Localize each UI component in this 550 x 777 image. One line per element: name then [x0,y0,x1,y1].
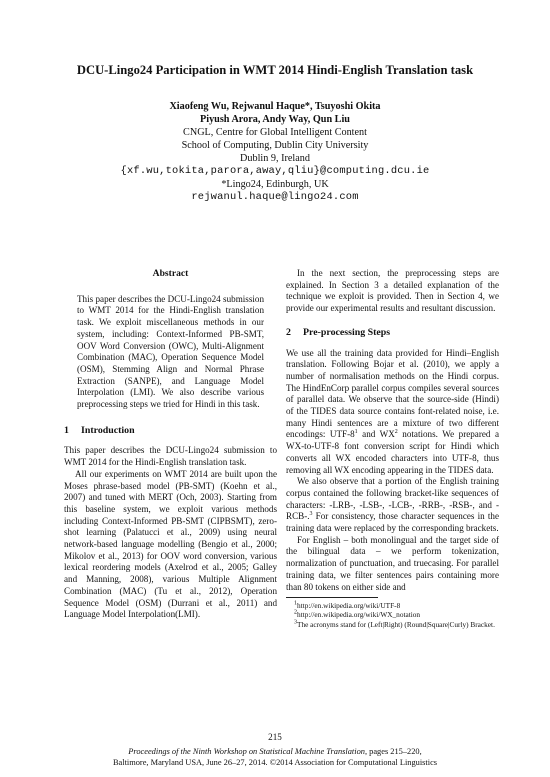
footnote-1: $^1$http://en.wikipedia.org/wiki/UTF-8 [294,600,401,611]
preprocessing-paragraph-1: We use all the training data provided for Hindi–English translation. Following Bojar et al. (2010), we apply a number of normalisation methods on the Hindi corpus. The HindEnCorp parallel corpus compiles several sources of parallel data. We observe that the source-side (Hindi) of the TIDES data source contains font-related noise, i.e. many Hindi sentences are a mixture of two different encodings: UTF-$8^1$ and $WX^2$ notations. We prepared a WX-to-UTF-8 font conversion script for Hindi which converts all WX encoded characters into UTF-8, thus removing all WX encoding appearing in the TIDES data. [286,347,499,475]
proceedings-footer [0,747,550,768]
right-column [286,268,499,629]
paper-title: DCU-Lingo24 Participation in WMT 2014 Hindi-English Translation task [76,63,474,77]
footnote-ref-2: 2 [394,429,398,436]
preprocessing-paragraph-3: For English – both monolingual and the target side of the bilingual data – we perform tokenization, normalization of punctuation, and truecasing. For parallel training data, we filter sentences pairs containing more than 80 tokens on either side and [286,534,499,592]
affiliation-3: Dublin 9, Ireland [240,153,310,164]
intro-paragraph-1: This paper describes the DCU-Lingo24 submission to WMT 2014 for the Hindi-English translation task. [64,445,277,468]
footnote-ref-3: 3 [309,511,313,518]
footnote-ref-1: 1 [354,429,358,436]
section-1-title: Introduction [81,424,135,436]
proceedings-title: Proceedings of the Ninth Workshop on Statistical Machine Translation [128,747,365,756]
footnote-2: $^2$http://en.wikipedia.org/wiki/WX_notation [294,610,421,620]
section-1-number: 1 [64,424,69,436]
email-2: rejwanul.haque@lingo24.com [191,191,359,203]
proceedings-pages: , pages 215–220, [364,747,422,756]
affiliation-2: School of Computing, Dublin City University [181,140,369,151]
left-column [64,268,277,621]
authors-line-1: Xiaofeng Wu, Rejwanul Haque*, Tsuyoshi Okita [169,101,381,112]
preprocessing-paragraph-2: We also observe that a portion of the English training corpus contained the following bracket-like sequences of characters: -LRB-, -LSB-, -LCB-, -RRB-, -RSB-, and -RCB-.$^3$ For consistency, those character sequences in the training data were replaced by the corresponding brackets. [286,476,499,534]
email-1: {xf.wu,tokita,parora,away,qliu}@computing.dcu.ie [120,165,430,177]
author-block [0,100,550,204]
proceedings-venue: Baltimore, Maryland USA, June 26–27, 2014. ©2014 Association for Computational Linguistics [112,757,438,767]
abstract-text: This paper describes the DCU-Lingo24 submission to WMT 2014 for the Hindi-English translation task. We exploit miscellaneous methods in our system, including: Context-Informed PB-SMT, OOV Word Conversion (OWC), Multi-Alignment Combination (MAC), Operation Sequence Model (OSM), Stemming Align and Normal Phrase Extraction (SANPE), and Language Model Interpolation (LMI). We also describe various preprocessing steps we tried for Hindi in this task. [77,293,264,410]
next-section-paragraph: In the next section, the preprocessing steps are explained. In Section 3 a detailed explanation of the technique we exploit is provided. Then in Section 4, we provide our experimental results and resultant discussion. [286,268,499,314]
authors-line-2: Piyush Arora, Andy Way, Qun Liu [200,114,350,125]
section-2-heading [286,327,499,339]
footnote-divider [286,597,378,598]
intro-paragraph-2: All our experiments on WMT 2014 are built upon the Moses phrase-based model (PB-SMT) (Koehn et al., 2007) and tuned with MERT (Och, 2003). Starting from this baseline system, we exploit various methods including Context-Informed PB-SMT (CIPBSMT), zero-shot learning (Palatucci et al., 2009) using neural network-based language modelling (Bengio et al., 2000; Mikolov et al., 2013) for OOV word conversion, various lexical reordering models (Axelrod et al., 2005; Galley and Manning, 2008), various Multiple Alignment Combination (MAC) (Tu et al., 2012), Operation Sequence Model (OSM) (Durrani et al., 2011) and Language Model Interpolation(LMI). [64,468,277,620]
section-2-number: 2 [286,326,291,338]
footnote-3: $^3$The acronyms stand for (Left|Right) (Round|Square|Curly) Bracket. [294,619,495,629]
abstract-heading: Abstract [152,268,189,279]
affiliation-1: CNGL, Centre for Global Intelligent Content [183,127,367,138]
footnotes [286,601,499,629]
section-1-heading [64,425,277,437]
page-number: 215 [268,732,282,742]
section-2-title: Pre-processing Steps [303,326,391,338]
affiliation-4: *Lingo24, Edinburgh, UK [221,179,329,190]
